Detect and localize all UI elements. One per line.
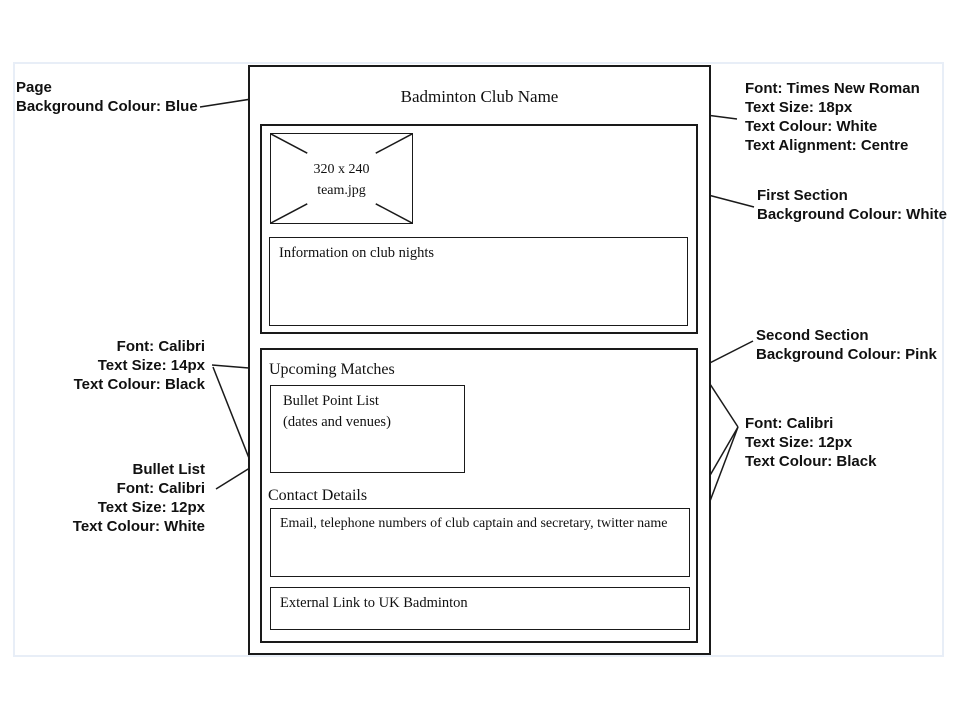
note-line: Text Size: 14px [97, 357, 205, 374]
note-line: Background Colour: Blue [16, 98, 198, 115]
club-nights-info-box: Information on club nights [269, 237, 688, 326]
note-line: Bullet List [132, 461, 205, 478]
note-line: Text Size: 12px [745, 434, 853, 451]
bullet-box-line-1: Bullet Point List [283, 393, 379, 409]
note-line: Second Section [756, 327, 869, 344]
bullet-list-style-note [73, 460, 205, 536]
image-filename-label: team.jpg [317, 183, 366, 198]
note-line: Font: Calibri [116, 480, 205, 497]
note-line: First Section [757, 187, 848, 204]
upcoming-matches-heading: Upcoming Matches [269, 361, 395, 378]
bullet-box-line-2: (dates and venues) [283, 414, 391, 430]
note-line: Text Alignment: Centre [745, 137, 909, 154]
note-line: Background Colour: Pink [756, 346, 937, 363]
note-line: Font: Times New Roman [745, 80, 920, 97]
image-size-label: 320 x 240 [313, 162, 370, 177]
first-section-note [757, 186, 947, 224]
bullet-point-list-box [270, 385, 465, 473]
headings-style-note [74, 337, 205, 394]
body-text-style-note [745, 414, 876, 471]
note-line: Text Colour: Black [745, 453, 877, 470]
note-line: Page [16, 79, 52, 96]
image-placeholder-box [270, 133, 413, 224]
second-section-note [756, 326, 937, 364]
note-line: Text Colour: White [745, 118, 878, 135]
note-line: Text Colour: White [72, 518, 205, 535]
note-line: Font: Calibri [745, 415, 834, 432]
contact-details-heading: Contact Details [268, 487, 368, 504]
note-line: Text Size: 18px [745, 99, 853, 116]
note-line: Font: Calibri [116, 338, 205, 355]
header-style-note [745, 79, 920, 155]
page-background-note [16, 78, 198, 116]
note-line: Background Colour: White [757, 206, 947, 223]
page-title: Badminton Club Name [400, 87, 559, 106]
contact-email-box: Email, telephone numbers of club captain and secretary, twitter name [270, 508, 690, 577]
external-link-box: External Link to UK Badminton [270, 587, 690, 630]
note-line: Text Size: 12px [97, 499, 205, 516]
note-line: Text Colour: Black [73, 376, 205, 393]
